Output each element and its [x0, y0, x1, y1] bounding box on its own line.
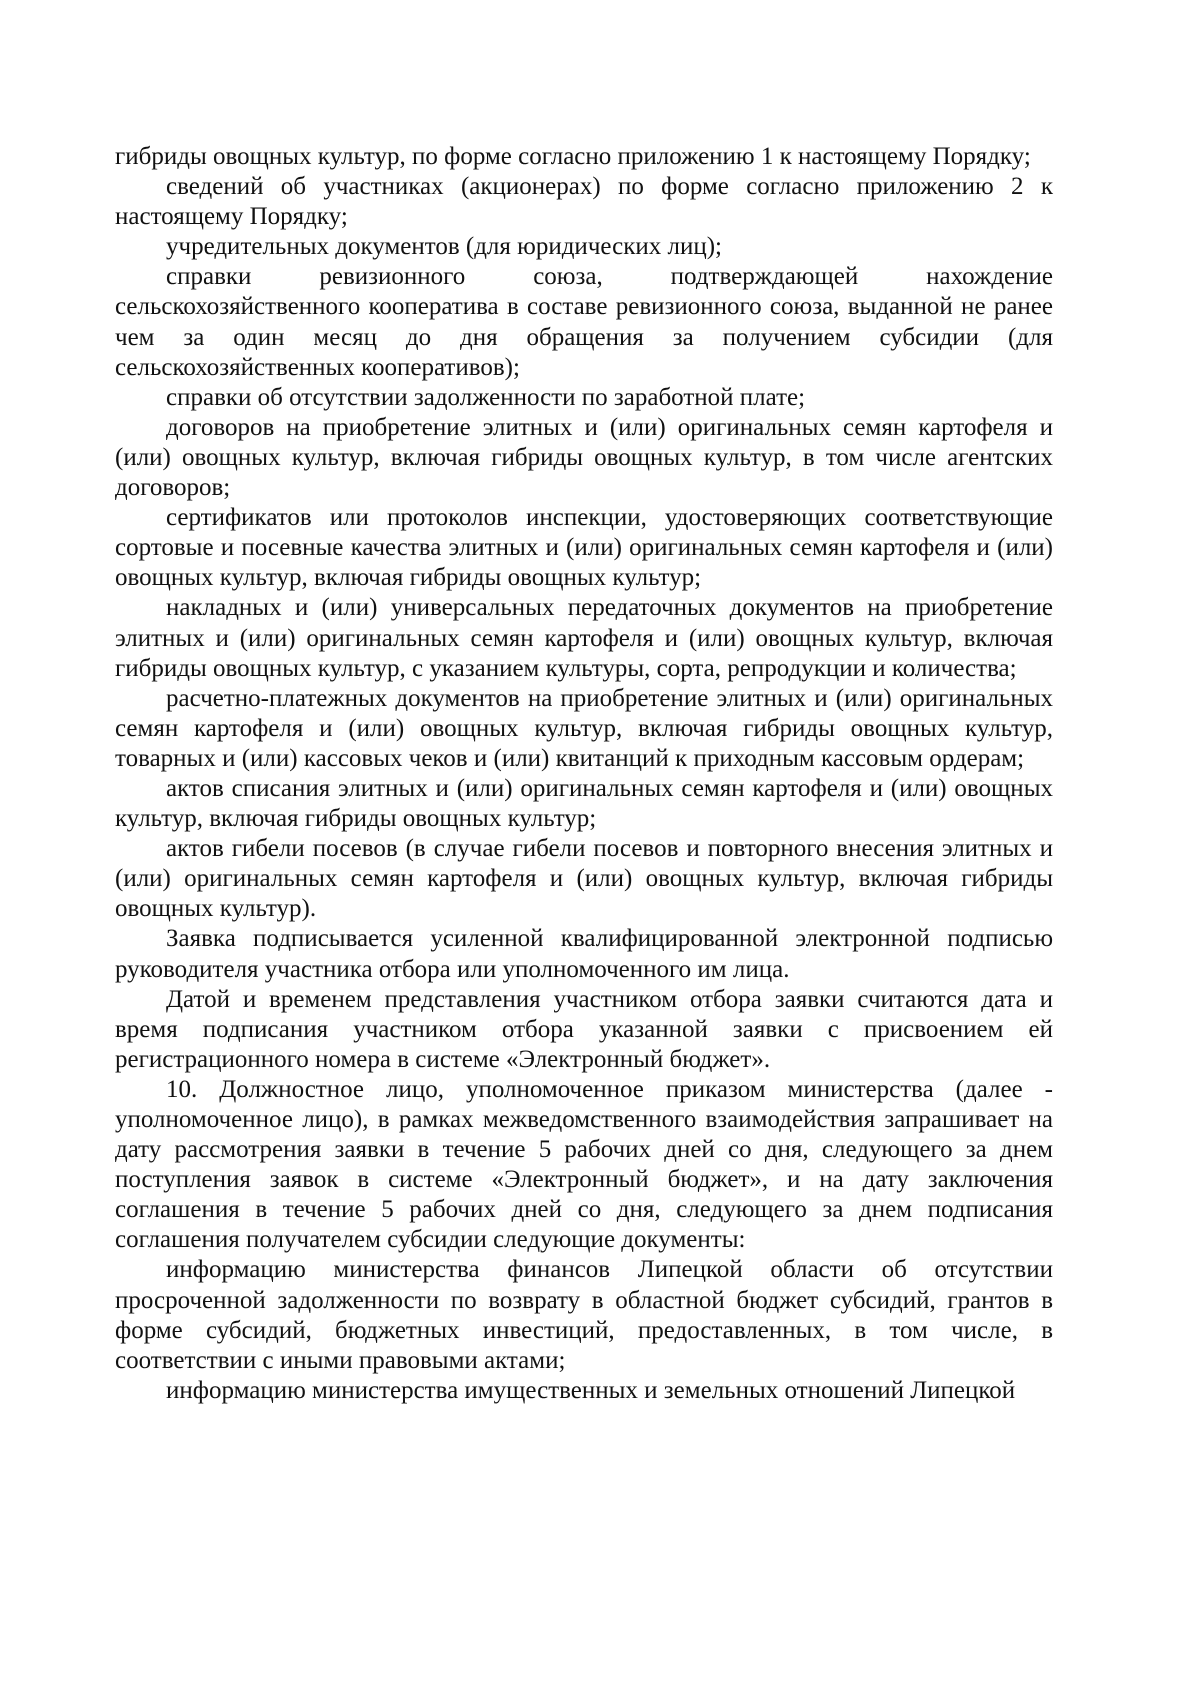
- paragraph-waybills: накладных и (или) универсальных передаточных документов на приобретение элитных и (или) оригинальных семян картофеля и (или) овощных культур, включая гибриды овощных культур, с указанием культуры, сорта, репродукции и количества;: [115, 594, 1053, 682]
- paragraph-submission-date: Датой и временем представления участником отбора заявки считаются дата и время подписания участником отбора указанной заявки с присвоением ей регистрационного номера в системе «Электронный бюджет».: [115, 985, 1053, 1073]
- paragraph-shareholders: сведений об участниках (акционерах) по форме согласно приложению 2 к настоящему Порядку;: [115, 173, 1053, 231]
- paragraph-section-10: 10. Должностное лицо, уполномоченное приказом министерства (далее - уполномоченное лицо), в рамках межведомственного взаимодействия запрашивает на дату рассмотрения заявки в течение 5 рабочих дней со дня, следующего за днем поступления заявок в системе «Электронный бюджет», и на дату заключения соглашения в течение 5 рабочих дней со дня, следующего за днем подписания соглашения получателем субсидии следующие документы:: [115, 1075, 1053, 1254]
- paragraph-purchase-contracts: договоров на приобретение элитных и (или) оригинальных семян картофеля и (или) овощных культур, включая гибриды овощных культур, в том числе агентских договоров;: [115, 413, 1053, 502]
- paragraph-salary-debt-certificate: справки об отсутствии задолженности по заработной плате;: [166, 383, 806, 411]
- document-page: [115, 142, 1053, 1406]
- paragraph-property-ministry-info: информацию министерства имущественных и земельных отношений Липецкой: [166, 1376, 1016, 1404]
- paragraph-founding-documents: учредительных документов (для юридических лиц);: [166, 233, 722, 261]
- paragraph-payment-documents: расчетно-платежных документов на приобретение элитных и (или) оригинальных семян картофеля и (или) овощных культур, включая гибриды овощных культур, товарных и (или) кассовых чеков и (или) квитанций к приходным кассовым ордерам;: [115, 684, 1053, 772]
- paragraph-inspection-certificates: сертификатов или протоколов инспекции, удостоверяющих соответствующие сортовые и посевные качества элитных и (или) оригинальных семян картофеля и (или) овощных культур, включая гибриды овощных культур;: [115, 504, 1053, 592]
- paragraph-electronic-signature: Заявка подписывается усиленной квалифицированной электронной подписью руководителя участника отбора или уполномоченного им лица.: [115, 925, 1053, 983]
- paragraph-continuation: гибриды овощных культур, по форме согласно приложению 1 к настоящему Порядку;: [115, 143, 1031, 170]
- paragraph-write-off-acts: актов списания элитных и (или) оригинальных семян картофеля и (или) овощных культур, включая гибриды овощных культур;: [115, 774, 1053, 833]
- paragraph-finance-ministry-info: информацию министерства финансов Липецкой области об отсутствии просроченной задолженности по возврату в областной бюджет субсидий, грантов в форме субсидий, бюджетных инвестиций, предоставленных, в том числе, в соответствии с иными правовыми актами;: [115, 1256, 1053, 1374]
- paragraph-crop-loss-acts: актов гибели посевов (в случае гибели посевов и повторного внесения элитных и (или) оригинальных семян картофеля и (или) овощных культур, включая гибриды овощных культур).: [115, 835, 1053, 923]
- paragraph-audit-union-certificate: справки ревизионного союза, подтверждающей нахождение сельскохозяйственного кооператива в составе ревизионного союза, выданной не ранее чем за один месяц до дня обращения за получением субсидии (для сельскохозяйственных кооперативов);: [115, 263, 1053, 381]
